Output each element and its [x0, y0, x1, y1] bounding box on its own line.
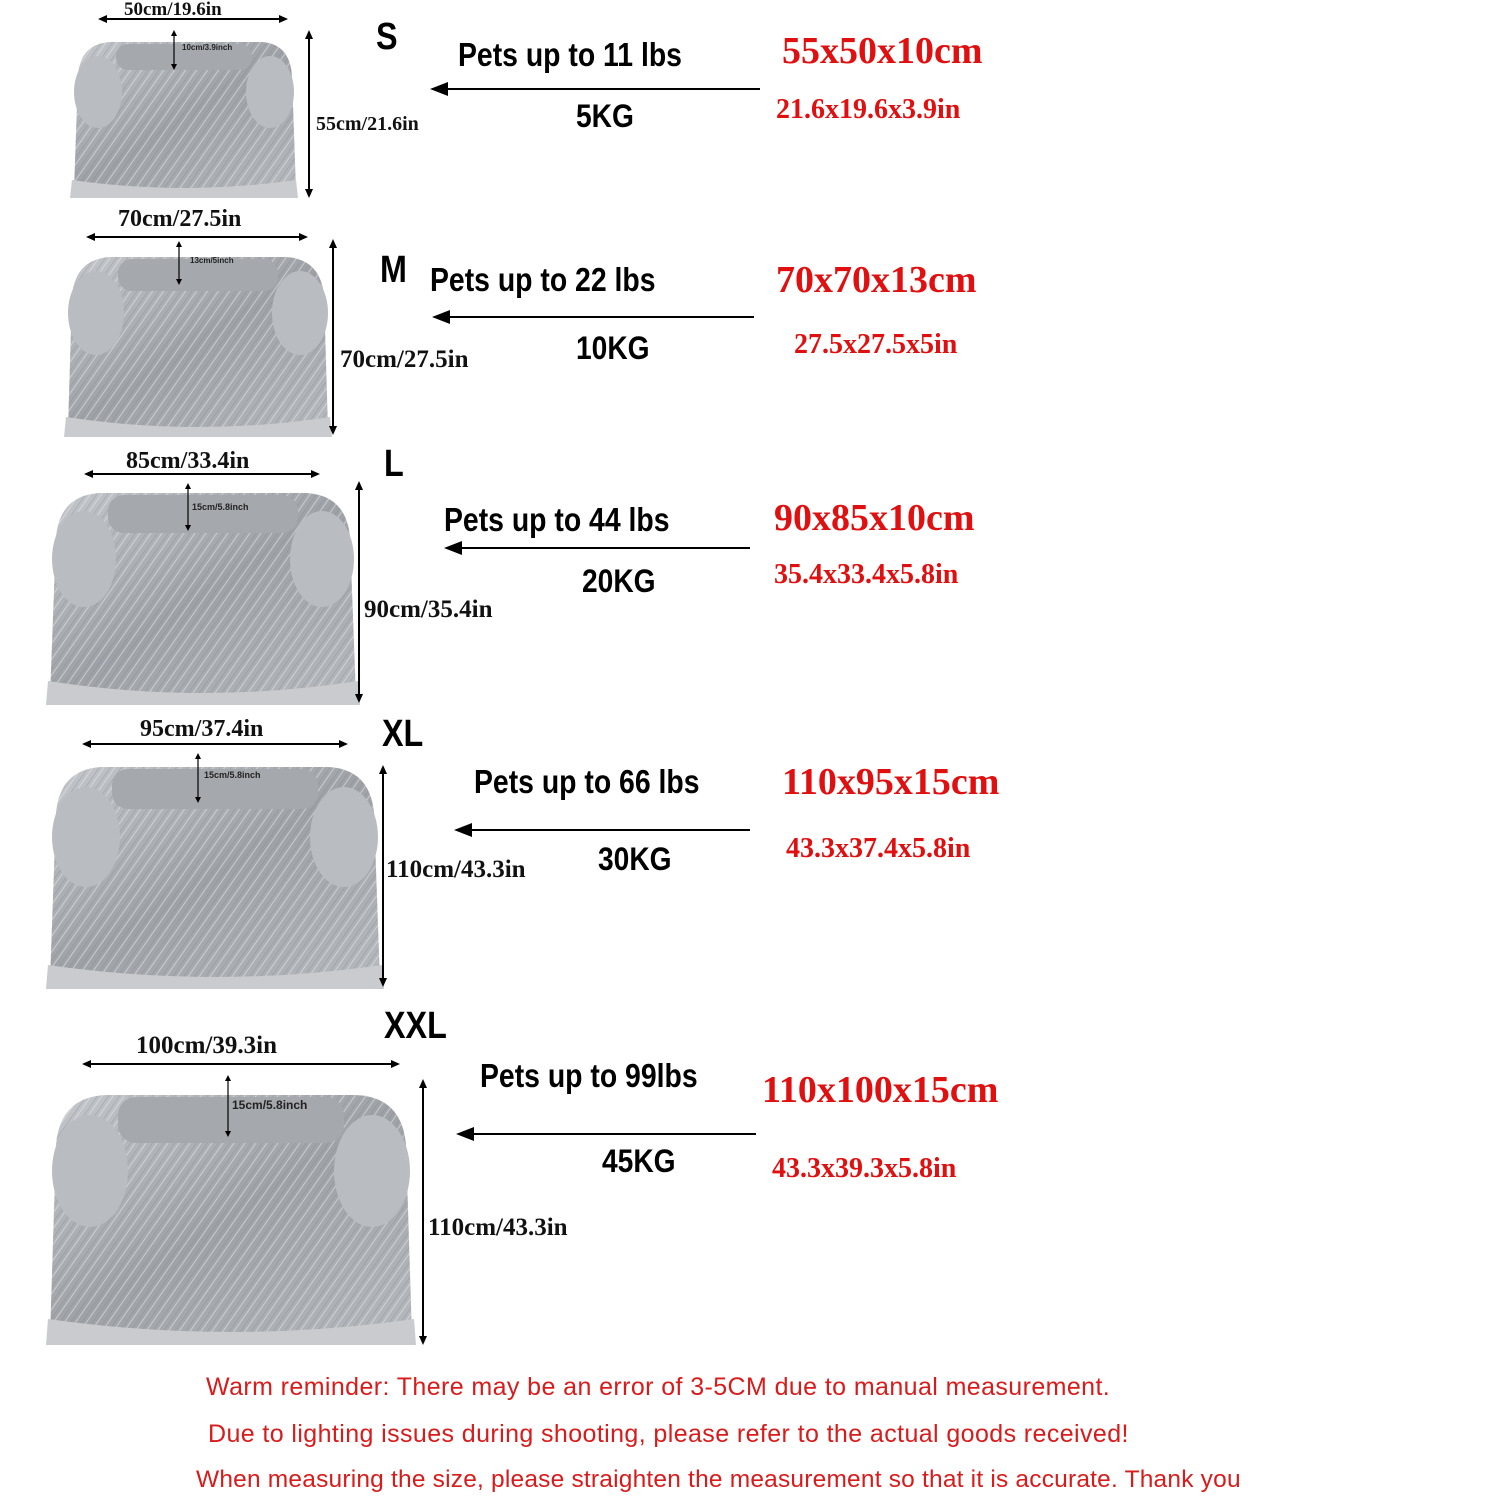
dimension-arrow-icon: [224, 1075, 232, 1137]
width-dimension-label: 100cm/39.3in: [136, 1032, 277, 1059]
note-line-3: When measuring the size, please straighten the measurement so that it is accurate. Thank you: [196, 1466, 1241, 1493]
pet-weight-lbs: Pets up to 99lbs: [480, 1057, 698, 1094]
size-inch: 35.4x33.4x5.8in: [774, 559, 959, 590]
width-dimension-label: 50cm/19.6in: [124, 0, 222, 20]
dimension-arrow-icon: [170, 30, 178, 70]
size-inch: 27.5x27.5x5in: [794, 329, 958, 360]
width-dimension-label: 85cm/33.4in: [126, 448, 250, 474]
size-inch: 43.3x39.3x5.8in: [772, 1153, 957, 1184]
plush-bed-image: [66, 30, 302, 198]
pet-weight-lbs: Pets up to 11 lbs: [458, 36, 682, 73]
arrow-left-icon: [456, 1125, 756, 1143]
width-dimension-label: 95cm/37.4in: [140, 716, 264, 742]
size-code: M: [380, 249, 407, 291]
note-line-2: Due to lighting issues during shooting, please refer to the actual goods received!: [208, 1420, 1129, 1448]
arrow-left-icon: [454, 821, 750, 839]
size-inch: 21.6x19.6x3.9in: [776, 94, 961, 125]
pet-weight-kg: 20KG: [582, 563, 656, 599]
size-inch: 43.3x37.4x5.8in: [786, 833, 971, 864]
size-row-l: [0, 445, 1500, 707]
width-dimension-label: 70cm/27.5in: [118, 206, 242, 232]
length-dimension-label: 70cm/27.5in: [340, 346, 469, 373]
pet-weight-kg: 30KG: [598, 841, 672, 877]
pet-weight-lbs: Pets up to 22 lbs: [430, 261, 656, 298]
size-cm: 70x70x13cm: [776, 259, 977, 301]
depth-dimension-label: 13cm/5inch: [190, 256, 234, 265]
size-code: L: [384, 443, 404, 485]
size-code: XL: [382, 713, 424, 755]
size-row-s: [0, 0, 1500, 205]
size-cm: 90x85x10cm: [774, 497, 975, 539]
dimension-arrow-icon: [84, 469, 320, 479]
plush-bed-image: [62, 241, 334, 437]
depth-dimension-label: 10cm/3.9inch: [182, 43, 233, 52]
arrow-left-icon: [444, 539, 750, 557]
pet-weight-lbs: Pets up to 66 lbs: [474, 763, 700, 800]
length-dimension-label: 90cm/35.4in: [364, 596, 493, 623]
depth-dimension-label: 15cm/5.8inch: [192, 502, 249, 512]
dimension-arrow-icon: [82, 1059, 400, 1069]
note-line-1: Warm reminder: There may be an error of 3-5CM due to manual measurement.: [206, 1373, 1111, 1401]
size-code: S: [376, 16, 398, 58]
arrow-left-icon: [432, 308, 754, 326]
dimension-arrow-icon: [302, 30, 316, 198]
dimension-arrow-icon: [86, 232, 308, 242]
arrow-left-icon: [430, 80, 760, 98]
plush-bed-image: [46, 749, 384, 989]
size-row-m: [0, 205, 1500, 445]
length-dimension-label: 110cm/43.3in: [386, 856, 526, 883]
pet-weight-kg: 45KG: [602, 1143, 676, 1179]
dimension-arrow-icon: [352, 481, 366, 703]
dimension-arrow-icon: [326, 239, 340, 435]
pet-weight-kg: 5KG: [576, 98, 634, 134]
dimension-arrow-icon: [194, 753, 202, 803]
dimension-arrow-icon: [98, 14, 288, 24]
pet-weight-lbs: Pets up to 44 lbs: [444, 501, 670, 538]
length-dimension-label: 110cm/43.3in: [428, 1214, 568, 1241]
size-row-xl: [0, 707, 1500, 992]
pet-weight-kg: 10KG: [576, 330, 650, 366]
dimension-arrow-icon: [416, 1079, 430, 1345]
dimension-arrow-icon: [175, 241, 183, 285]
depth-dimension-label: 15cm/5.8inch: [232, 1098, 308, 1112]
dimension-arrow-icon: [82, 739, 348, 749]
length-dimension-label: 55cm/21.6in: [316, 113, 419, 135]
dimension-arrow-icon: [184, 483, 192, 531]
size-cm: 110x100x15cm: [762, 1069, 999, 1111]
size-row-xxl: [0, 1005, 1500, 1350]
size-cm: 55x50x10cm: [782, 30, 983, 72]
depth-dimension-label: 15cm/5.8inch: [204, 770, 261, 780]
size-code: XXL: [384, 1005, 447, 1047]
size-cm: 110x95x15cm: [782, 761, 1000, 803]
